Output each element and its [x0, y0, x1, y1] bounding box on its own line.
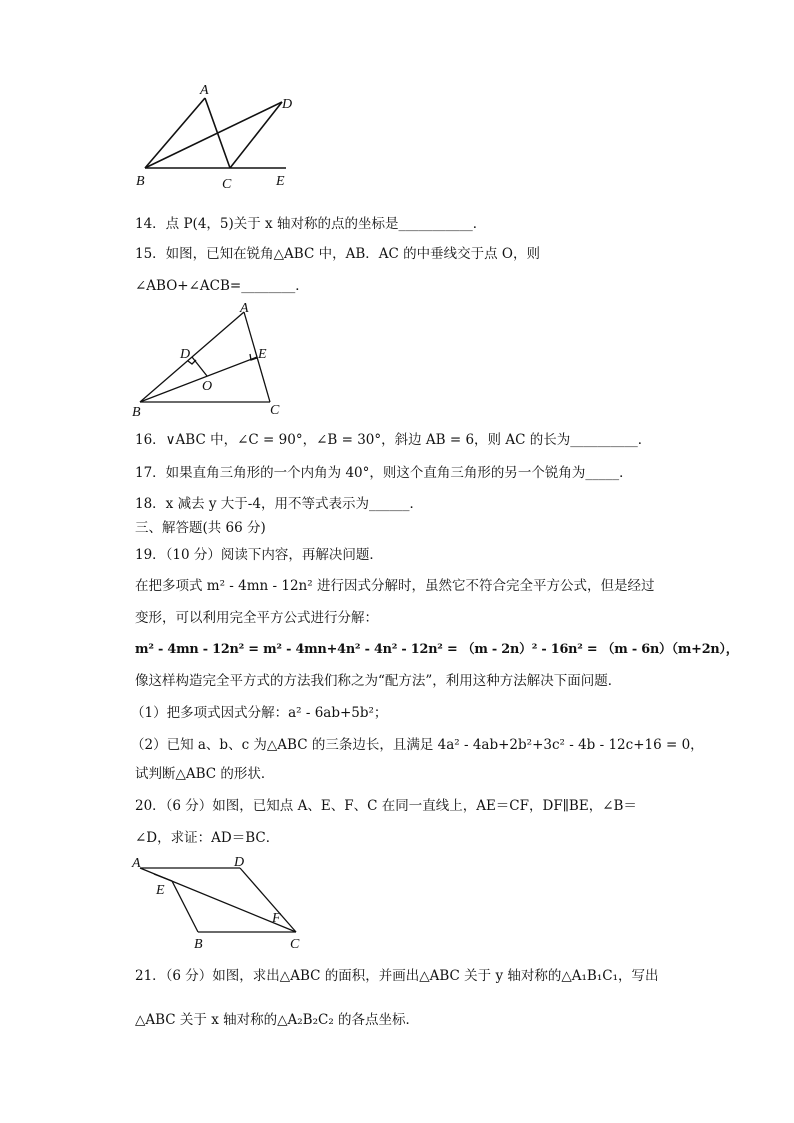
segment-dc	[240, 868, 296, 932]
label-d: D	[282, 97, 293, 112]
question-15-line-2: ∠ABO+∠ACB=________．	[135, 278, 309, 294]
figure-2-triangle	[130, 302, 290, 420]
label-o: O	[202, 379, 213, 394]
label-e: E	[258, 347, 267, 362]
segment-cd	[230, 102, 282, 168]
label-c: C	[290, 937, 300, 952]
question-21-line-2: △ABC 关于 x 轴对称的△A₂B₂C₂ 的各点坐标．	[135, 1012, 420, 1028]
question-19-sub-2-line-1: （2）已知 a、b、c 为△ABC 的三条边长，且满足 4a² - 4ab+2b²+3c² - 4b - 12c+16 = 0，	[131, 737, 704, 753]
label-b: B	[194, 937, 203, 952]
label-a: A	[200, 83, 209, 98]
question-17: 17．如果直角三角形的一个内角为 40°，则这个直角三角形的另一个锐角为_____．	[135, 465, 633, 481]
segment-be	[140, 357, 257, 402]
label-e: E	[156, 883, 165, 898]
question-15-line-1: 15．如图，已知在锐角△ABC 中，AB．AC 的中垂线交于点 O，则	[135, 246, 540, 262]
question-18: 18．x 减去 y 大于-4，用不等式表示为______．	[135, 496, 423, 512]
segment-ae-accent	[154, 874, 172, 881]
label-e: E	[276, 174, 285, 189]
question-19-title: 19．（10 分）阅读下内容，再解决问题．	[135, 547, 383, 563]
label-a: A	[240, 302, 249, 316]
label-a: A	[132, 856, 141, 871]
figure-3-quadrilateral	[128, 852, 318, 954]
segment-eb	[172, 881, 198, 932]
question-20-line-2: ∠D，求证：AD＝BC．	[135, 830, 280, 846]
question-19-sub-1: （1）把多项式因式分解：a² - 6ab+5b²；	[131, 705, 388, 721]
label-d: D	[234, 855, 245, 870]
label-f: F	[272, 911, 281, 926]
question-21-line-1: 21．（6 分）如图，求出△ABC 的面积，并画出△ABC 关于 y 轴对称的△A₁B₁C₁，写出	[135, 968, 659, 984]
segment-bd	[145, 102, 282, 168]
label-b: B	[132, 405, 141, 420]
figure-1-triangles	[130, 80, 300, 195]
label-c: C	[270, 403, 280, 418]
label-d: D	[180, 347, 191, 362]
question-19-paragraph-2: 变形，可以利用完全平方公式进行分解：	[135, 610, 378, 626]
question-19-formula: m² - 4mn - 12n² = m² - 4mn+4n² - 4n² - 12n² = （m - 2n）² - 16n² = （m - 6n）（m+2n），	[135, 642, 739, 657]
question-14: 14．点 P(4，5)关于 x 轴对称的点的坐标是___________．	[135, 216, 487, 232]
segment-ba	[145, 98, 205, 168]
question-19-sub-2-line-2: 试判断△ABC 的形状．	[135, 766, 275, 782]
section-3-heading: 三、解答题(共 66 分)	[135, 520, 266, 536]
segment-do	[192, 357, 207, 376]
label-c: C	[222, 177, 232, 192]
question-16: 16．∨ABC 中，∠C = 90°，∠B = 30°，斜边 AB = 6，则 AC 的长为__________．	[135, 432, 652, 448]
question-20-line-1: 20．（6 分）如图，已知点 A、E、F、C 在同一直线上，AE＝CF，DF∥BE，∠B＝	[135, 798, 637, 814]
question-19-paragraph-3: 像这样构造完全平方式的方法我们称之为“配方法”，利用这种方法解决下面问题．	[135, 673, 622, 689]
label-b: B	[136, 174, 145, 189]
question-19-paragraph-1: 在把多项式 m² - 4mn - 12n² 进行因式分解时，虽然它不符合完全平方公式，但是经过	[135, 578, 655, 594]
